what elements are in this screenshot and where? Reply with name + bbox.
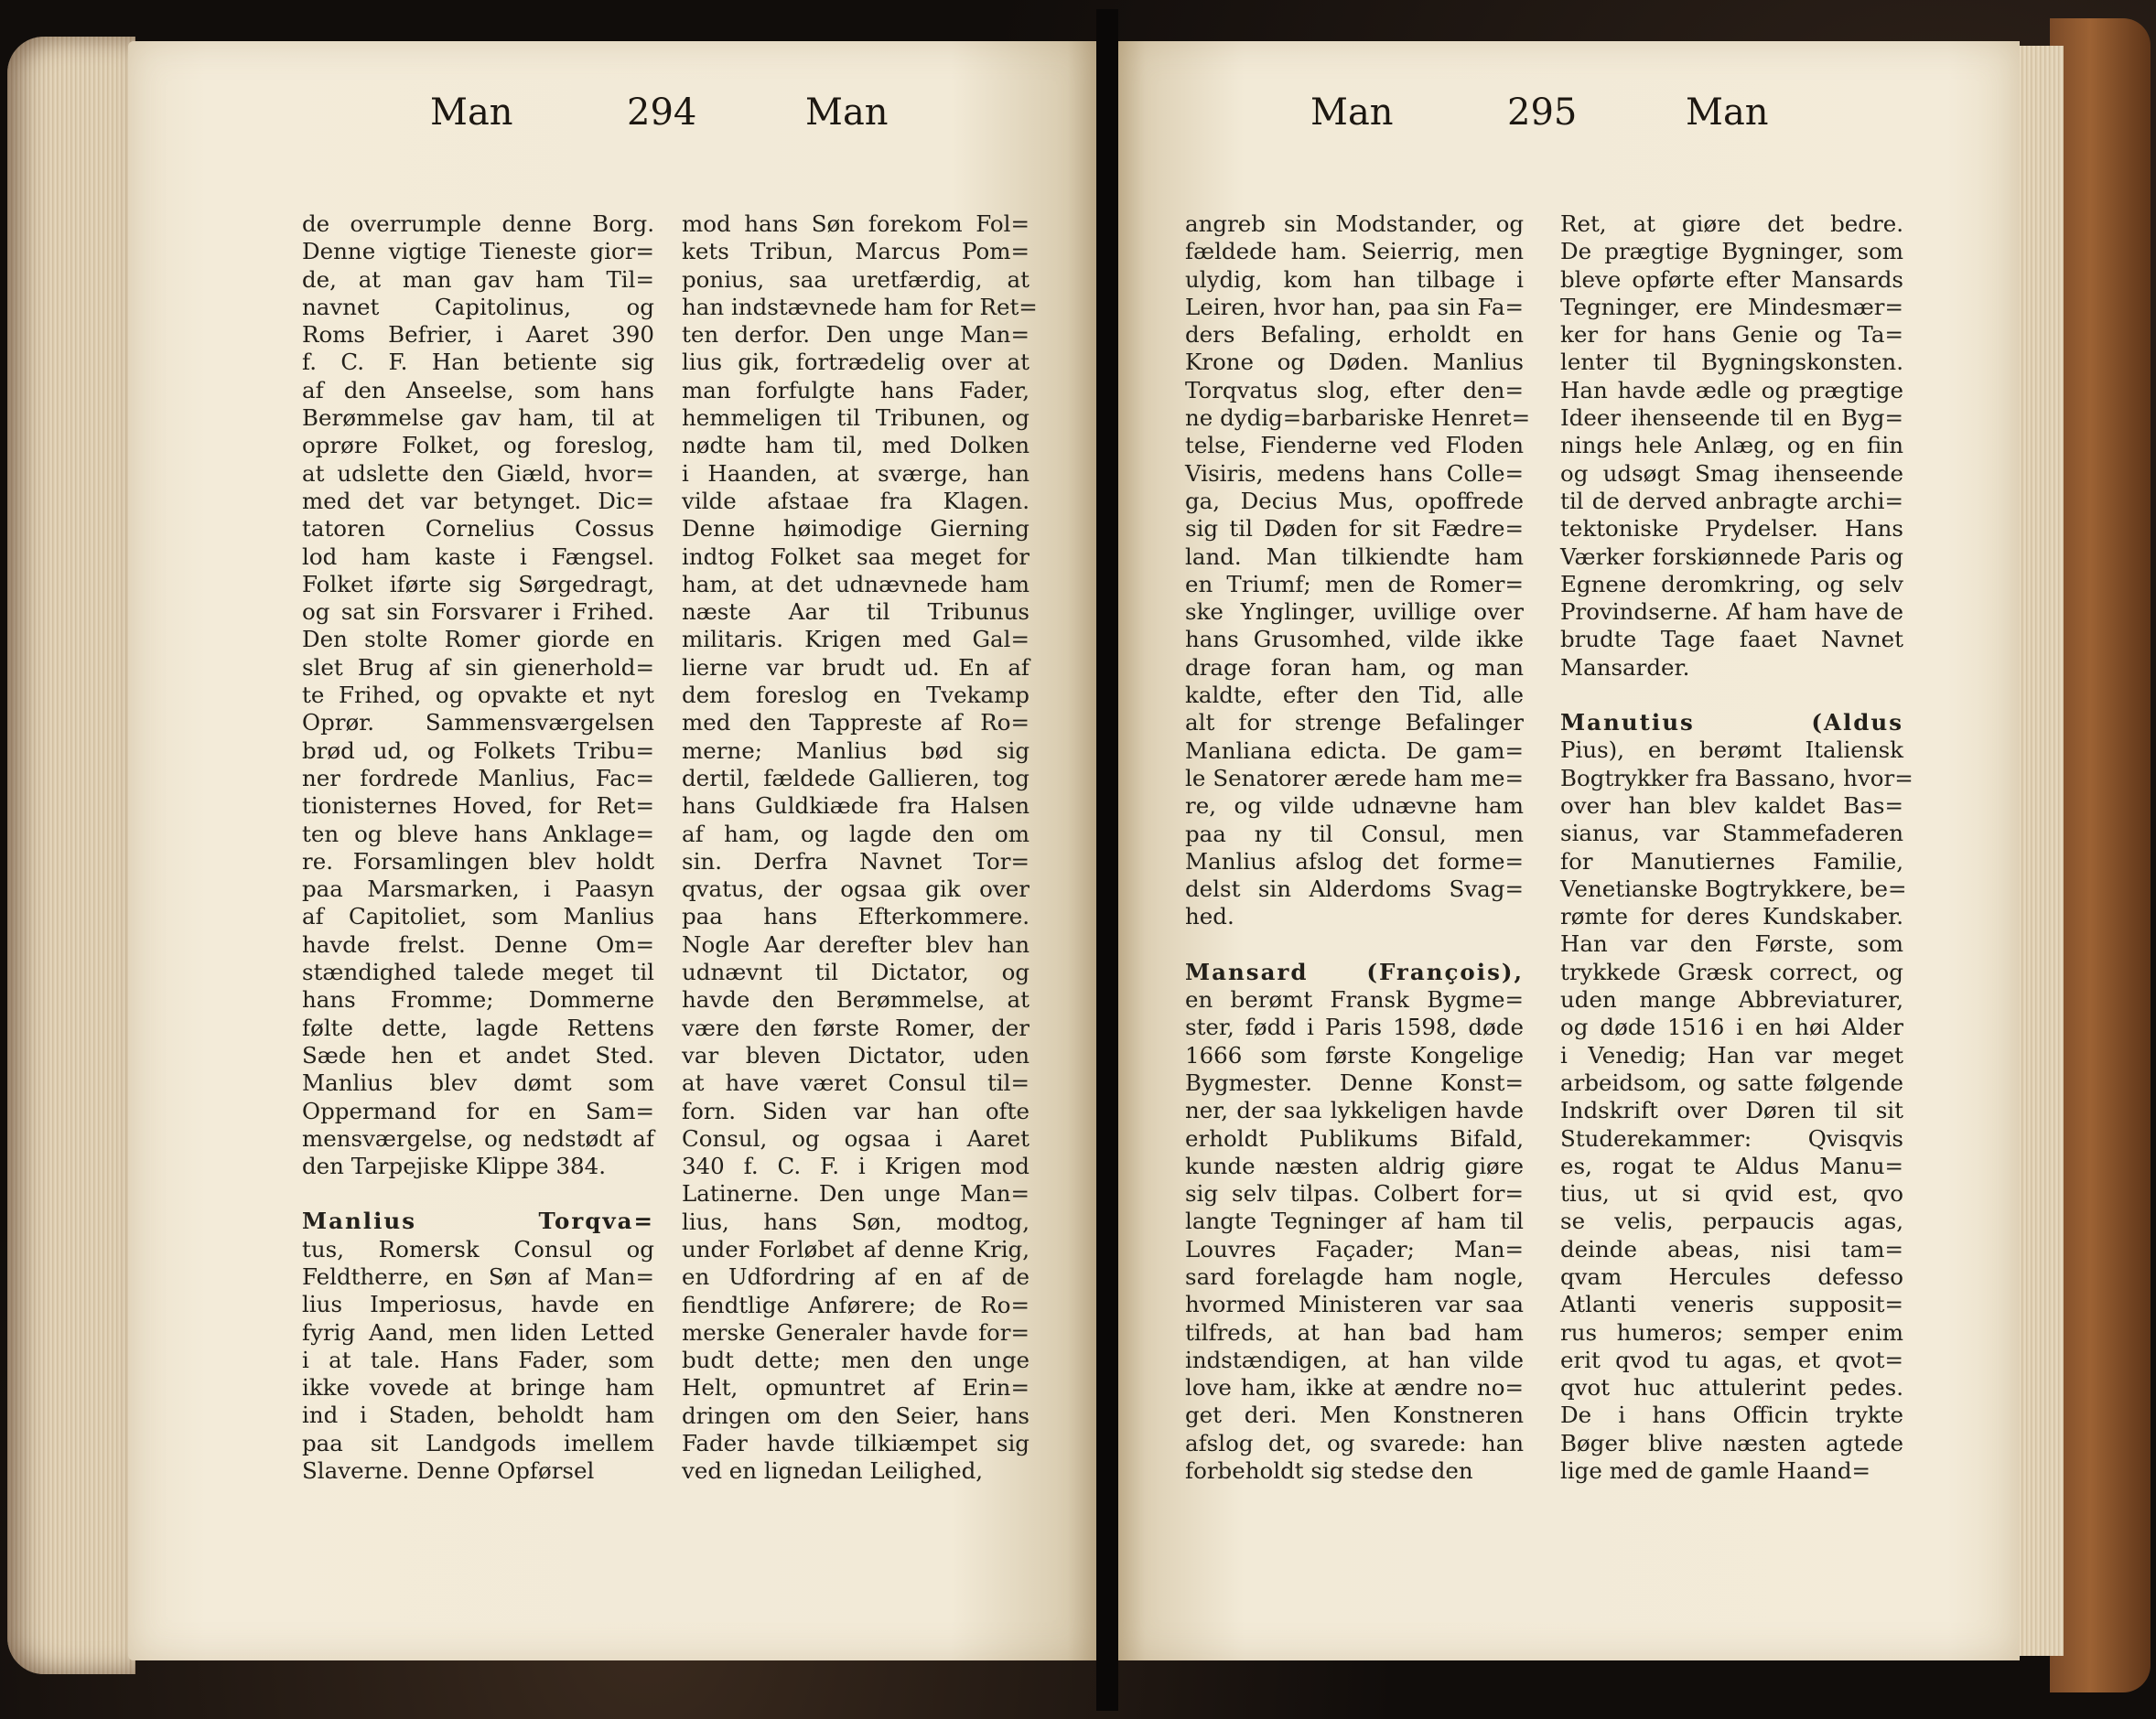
text-line: i Venedig; Han var meget [1560,1041,1903,1069]
text-line: Atlanti veneris supposit= [1560,1291,1903,1318]
text-line: ham, at det udnævnede ham [682,570,1029,597]
text-line: Ret, at giøre det bedre. [1560,210,1903,237]
text-line: Berømmelse gav ham, til at [302,404,654,432]
text-line: en berømt Fransk Bygme= [1185,986,1524,1014]
text-line: lenter til Bygningskonsten. [1560,349,1903,376]
text-line: paa ny til Consul, men [1185,820,1524,847]
text-line: være den første Romer, der [682,1014,1029,1041]
text-line: og døde 1516 i en høi Alder [1560,1014,1903,1041]
text-line: Visiris, medens hans Colle= [1185,459,1524,487]
text-line: Denne vigtige Tieneste gior= [302,238,654,265]
text-line: lius, hans Søn, modtog, [682,1208,1029,1235]
text-line: erit qvod tu agas, et qvot= [1560,1346,1903,1373]
text-line: havde frelst. Denne Om= [302,930,654,958]
text-line: ulydig, kom han tilbage i [1185,265,1524,293]
text-line: Tegninger, ere Mindesmær= [1560,293,1903,320]
text-line: ner, der saa lykkeligen havde [1185,1097,1524,1124]
text-line: af Capitoliet, som Manlius [302,903,654,930]
text-line: med den Tappreste af Ro= [682,709,1029,736]
book-gutter [1096,9,1118,1711]
text-line: ga, Decius Mus, opoffrede [1185,487,1524,514]
text-line: Han var den Første, som [1560,930,1903,958]
text-line: rømte for deres Kundskaber. [1560,903,1903,930]
text-line: bleve opførte efter Mansards [1560,265,1903,293]
text-line: Helt, opmuntret af Erin= [682,1374,1029,1402]
text-line: ten og bleve hans Anklage= [302,820,654,847]
text-line: hans Fromme; Dommerne [302,986,654,1014]
text-line: mensværgelse, og nedstødt af [302,1124,654,1152]
text-line: budt dette; men den unge [682,1347,1029,1374]
text-line: lius Imperiosus, havde en [302,1291,654,1318]
text-line: Indskrift over Døren til sit [1560,1097,1903,1124]
text-line: en Triumf; men de Romer= [1185,570,1524,597]
text-line: Folket iførte sig Sørgedragt, [302,570,654,597]
text-line: over han blev kaldet Bas= [1560,791,1903,819]
right-page-column-2 [1560,210,1913,1485]
text-line: han indstævnede ham for Ret= [682,293,1038,320]
text-line: delst sin Alderdoms Svag= [1185,876,1524,903]
text-line: Manutius (Aldus [1560,709,1903,736]
text-line: en Udfordring af en af de [682,1263,1029,1291]
paragraph-gap [302,1180,654,1208]
text-line: angreb sin Modstander, og [1185,210,1524,237]
text-line: tektoniske Prydelser. Hans [1560,515,1903,543]
text-line: oprøre Folket, og foreslog, [302,432,654,459]
text-line: re, og vilde udnævne ham [1185,792,1524,820]
text-line: Den stolte Romer giorde en [302,626,654,653]
text-line: lius gik, fortrædelig over at [682,349,1029,376]
text-line: Han havde ædle og prægtige [1560,376,1903,403]
text-line: 1666 som første Kongelige [1185,1041,1524,1069]
text-line: uden mange Abbreviaturer, [1560,986,1903,1014]
text-line: til de derved anbragte archi= [1560,487,1903,514]
text-line: fyrig Aand, men liden Letted [302,1318,654,1346]
text-line: man forfulgte hans Fader, [682,376,1029,403]
text-line: De i hans Officin trykte [1560,1402,1903,1429]
text-line: 340 f. C. F. i Krigen mod [682,1153,1029,1180]
left-header-page-number: 294 [627,91,697,134]
text-line: Studerekammer: Qvisqvis [1560,1124,1903,1152]
text-line: var bleven Dictator, uden [682,1041,1029,1069]
text-line: Bøger blive næsten agtede [1560,1429,1903,1456]
left-header-guide-word-left: Man [430,91,513,134]
text-line: havde den Berømmelse, at [682,986,1029,1014]
text-line: ten derfor. Den unge Man= [682,321,1029,349]
text-line: deinde abeas, nisi tam= [1560,1235,1903,1262]
text-line: Provindserne. Af ham have de [1560,598,1903,626]
text-line: mod hans Søn forekom Fol= [682,210,1029,237]
text-line: Manliana edicta. De gam= [1185,736,1524,764]
right-page-header [1118,91,2020,146]
text-line: tilfreds, at han bad ham [1185,1318,1524,1346]
text-line: forbeholdt sig stedse den [1185,1457,1473,1485]
text-line: de overrumple denne Borg. [302,210,654,237]
text-line: ner fordrede Manlius, Fac= [302,764,654,791]
text-line: navnet Capitolinus, og [302,293,654,320]
left-page-stack-edge [7,37,135,1674]
text-line: lige med de gamle Haand= [1560,1457,1871,1485]
text-line: nings hele Anlæg, og en fiin [1560,432,1903,459]
text-line: at udslette den Giæld, hvor= [302,459,654,487]
left-page-column-2 [682,210,1038,1486]
text-line: og udsøgt Smag ihenseende [1560,459,1903,487]
left-page-header [128,91,1096,146]
text-line: Bygmester. Denne Konst= [1185,1069,1524,1096]
text-line: at have været Consul til= [682,1069,1029,1097]
text-line: brød ud, og Folkets Tribu= [302,736,654,764]
text-line: dringen om den Seier, hans [682,1402,1029,1429]
text-line: indstændigen, at han vilde [1185,1346,1524,1373]
text-line: Oprør. Sammensværgelsen [302,709,654,736]
text-line: tatoren Cornelius Cossus [302,515,654,543]
text-line: Sæde hen et andet Sted. [302,1041,654,1069]
text-line: hvormed Ministeren var saa [1185,1291,1524,1318]
text-line: i Haanden, at sværge, han [682,459,1029,487]
text-line: paa Marsmarken, i Paasyn [302,876,654,903]
text-line: ker for hans Genie og Ta= [1560,321,1903,349]
text-line: langte Tegninger af ham til [1185,1208,1524,1235]
text-line: hans Grusomhed, vilde ikke [1185,626,1524,653]
text-line: merne; Manlius bød sig [682,736,1029,764]
text-line: Krone og Døden. Manlius [1185,349,1524,376]
text-line: Værker forskiønnede Paris og [1560,543,1903,570]
text-line: Ideer ihenseende til en Byg= [1560,404,1903,432]
text-line: lierne var brudt ud. En af [682,653,1029,681]
text-line: militaris. Krigen med Gal= [682,626,1029,653]
text-line: ske Ynglinger, uvillige over [1185,598,1524,626]
text-line: Venetianske Bogtrykkere, be= [1560,875,1907,902]
text-line: sard forelagde ham nogle, [1185,1262,1524,1290]
text-line: Latinerne. Den unge Man= [682,1180,1029,1208]
text-line: Leiren, hvor han, paa sin Fa= [1185,293,1524,320]
text-line: ne dydig=barbariske Henret= [1185,404,1531,432]
text-line: ders Befaling, erholdt en [1185,321,1524,349]
text-line: udnævnt til Dictator, og [682,959,1029,986]
text-line: tionisternes Hoved, for Ret= [302,792,654,820]
text-line: for Manutiernes Familie, [1560,847,1903,875]
text-line: Egnene deromkring, og selv [1560,570,1903,597]
text-line: Pius), en berømt Italiensk [1560,736,1903,764]
text-line: stændighed talede meget til [302,959,654,986]
text-line: sig til Døden for sit Fædre= [1185,515,1524,543]
text-line: ster, fødd i Paris 1598, døde [1185,1014,1524,1041]
text-line: dertil, fældede Gallieren, tog [682,764,1029,791]
right-page-column-1 [1185,210,1531,1485]
text-line: re. Forsamlingen blev holdt [302,847,654,875]
text-line: i at tale. Hans Fader, som [302,1346,654,1373]
text-line: den Tarpejiske Klippe 384. [302,1153,607,1180]
text-line: af den Anseelse, som hans [302,376,654,403]
right-header-page-number: 295 [1507,91,1578,134]
text-line: under Forløbet af denne Krig, [682,1235,1029,1262]
text-line: ved en lignedan Leilighed, [682,1457,984,1485]
text-line: og sat sin Forsvarer i Frihed. [302,598,654,626]
text-line: paa hans Efterkommere. [682,903,1029,930]
text-line: drage foran ham, og man [1185,653,1524,681]
text-line: Feldtherre, en Søn af Man= [302,1262,654,1290]
text-line: Mansarder. [1560,653,1690,681]
text-line: Louvres Façader; Man= [1185,1235,1524,1262]
text-line: erholdt Publikums Bifald, [1185,1124,1524,1152]
text-line: Roms Befrier, i Aaret 390 [302,321,654,349]
text-line: le Senatorer ærede ham me= [1185,764,1524,791]
text-line: Manlius afslog det forme= [1185,847,1524,875]
text-line: Denne høimodige Gierning [682,515,1029,543]
text-line: næste Aar til Tribunus [682,598,1029,626]
text-line: rus humeros; semper enim [1560,1318,1903,1346]
leather-cover-edge [2050,18,2151,1692]
text-line: tus, Romersk Consul og [302,1235,654,1262]
text-line: hans Guldkiæde fra Halsen [682,792,1029,820]
text-line: Torqvatus slog, efter den= [1185,376,1524,403]
text-line: ind i Staden, beholdt ham [302,1402,654,1429]
text-line: vilde afstaae fra Klagen. [682,487,1029,514]
text-line: sin. Derfra Navnet Tor= [682,847,1029,875]
text-line: se velis, perpaucis agas, [1560,1208,1903,1235]
text-line: kaldte, efter den Tid, alle [1185,682,1524,709]
text-line: nødte ham til, med Dolken [682,432,1029,459]
text-line: fældede ham. Seierrig, men [1185,238,1524,265]
paragraph-gap [1185,931,1524,959]
text-line: kets Tribun, Marcus Pom= [682,238,1029,265]
text-line: trykkede Græsk correct, og [1560,958,1903,985]
text-line: de, at man gav ham Til= [302,265,654,293]
text-line: Oppermand for en Sam= [302,1097,654,1124]
left-header-guide-word-right: Man [805,91,889,134]
text-line: af ham, og lagde den om [682,820,1029,847]
paragraph-gap [1560,682,1903,709]
text-line: Bogtrykker fra Bassano, hvor= [1560,764,1913,791]
text-line: qvot huc attulerint pedes. [1560,1374,1903,1402]
text-line: Fader havde tilkiæmpet sig [682,1430,1029,1457]
text-line: indtog Folket saa meget for [682,543,1029,570]
text-line: lod ham kaste i Fængsel. [302,543,654,570]
text-line: land. Man tilkiendte ham [1185,543,1524,570]
text-line: De prægtige Bygninger, som [1560,238,1903,265]
text-line: alt for strenge Befalinger [1185,709,1524,736]
text-line: Mansard (François), [1185,958,1524,985]
text-line: brudte Tage faaet Navnet [1560,626,1903,653]
text-line: qvatus, der ogsaa gik over [682,876,1029,903]
text-line: qvam Hercules defesso [1560,1262,1903,1290]
text-line: ikke vovede at bringe ham [302,1374,654,1402]
text-line: paa sit Landgods imellem [302,1429,654,1456]
text-line: te Frihed, og opvakte et nyt [302,682,654,709]
text-line: Consul, og ogsaa i Aaret [682,1124,1029,1152]
text-line: Slaverne. Denne Opførsel [302,1457,595,1485]
text-line: Manlius Torqva= [302,1208,654,1235]
right-page-stack-edge [2013,46,2064,1656]
text-line: f. C. F. Han betiente sig [302,349,654,376]
text-line: hed. [1185,903,1234,930]
text-line: merske Generaler havde for= [682,1318,1029,1346]
text-line: slet Brug af sin gienerhold= [302,653,654,681]
text-line: ponius, saa uretfærdig, at [682,265,1029,293]
text-line: sianus, var Stammefaderen [1560,820,1903,847]
text-line: tius, ut si qvid est, qvo [1560,1180,1903,1208]
text-line: forn. Siden var han ofte [682,1097,1029,1124]
text-line: Manlius blev dømt som [302,1069,654,1097]
right-header-guide-word-right: Man [1686,91,1769,134]
text-line: es, rogat te Aldus Manu= [1560,1152,1903,1179]
text-line: hemmeligen til Tribunen, og [682,404,1029,432]
text-line: fiendtlige Anførere; de Ro= [682,1291,1029,1318]
text-line: kunde næsten aldrig giøre [1185,1152,1524,1179]
left-page-column-1 [302,210,654,1485]
text-line: afslog det, og svarede: han [1185,1429,1524,1456]
text-line: arbeidsom, og satte følgende [1560,1069,1903,1096]
text-line: love ham, ikke at ændre no= [1185,1374,1524,1402]
text-line: følte dette, lagde Rettens [302,1014,654,1041]
text-line: dem foreslog en Tvekamp [682,682,1029,709]
text-line: telse, Fienderne ved Floden [1185,432,1524,459]
right-header-guide-word-left: Man [1310,91,1394,134]
text-line: sig selv tilpas. Colbert for= [1185,1180,1524,1208]
text-line: med det var betynget. Dic= [302,487,654,514]
text-line: Nogle Aar derefter blev han [682,930,1029,958]
text-line: get deri. Men Konstneren [1185,1402,1524,1429]
